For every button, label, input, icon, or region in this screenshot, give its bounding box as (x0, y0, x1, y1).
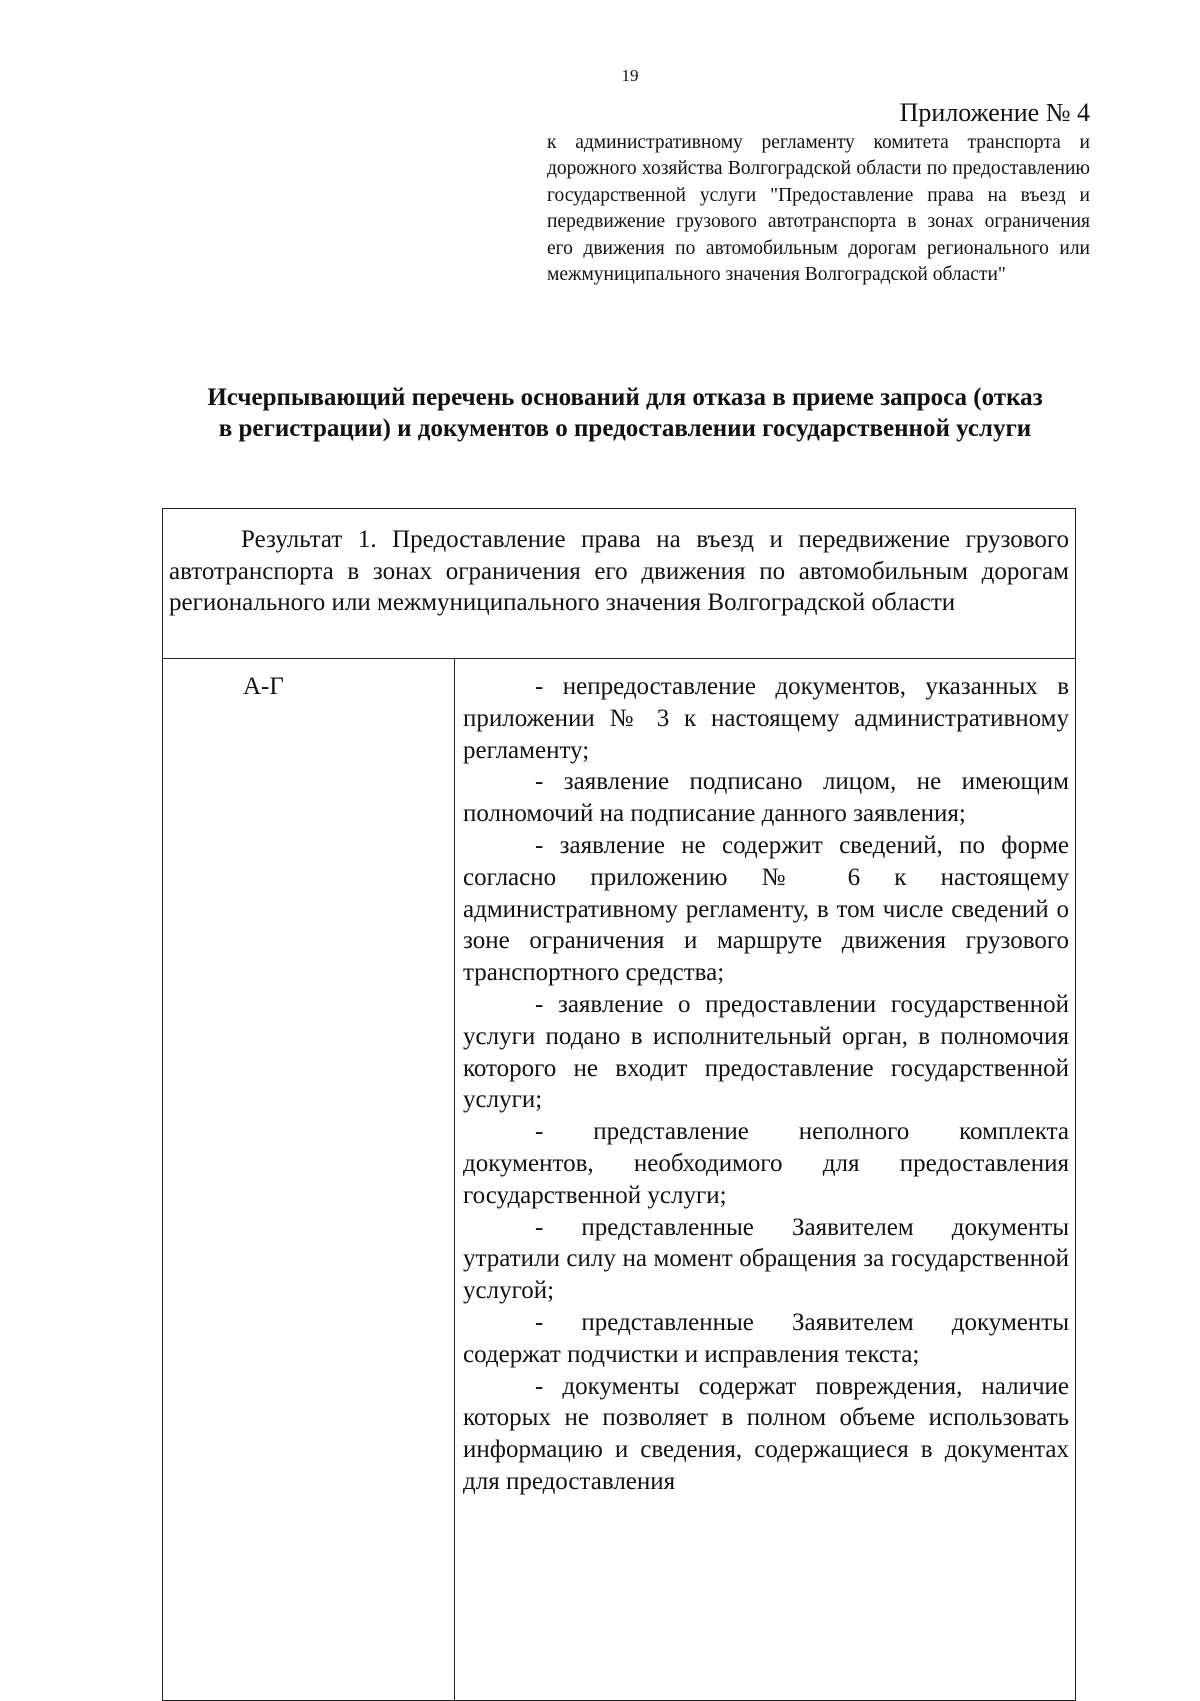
ground-item: - заявление о предоставлении государственной услуги подано в исполнительный орган, в полномочия которого не входит предоставление государственной услуги; (463, 990, 1069, 1114)
appendix-title: Приложение № 4 (899, 98, 1090, 127)
ground-item: - представленные Заявителем документы содержат подчистки и исправления текста; (463, 1308, 1069, 1368)
document-heading: Исчерпывающий перечень оснований для отказа в приеме запроса (отказ в регистрации) и документов о предоставлении государственной услуги (207, 384, 1043, 442)
ground-item: - документы содержат повреждения, наличие которых не позволяет в полном объеме использовать информацию и сведения, содержащиеся в документах для предоставления (463, 1372, 1069, 1495)
appendix-subtitle: к административному регламенту комитета транспорта и дорожного хозяйства Волгоградской области по предоставлению государственной услуги "Предоставление права на въезд и передвижение грузового автотранспорта в зонах ограничения его движения по автомобильным дорогам регионального или межмуниципального значения Волгоградской области" (547, 132, 1090, 286)
grounds-cell (455, 659, 1075, 1700)
grounds-table (162, 508, 1076, 1701)
ground-item: - заявление не содержит сведений, по форме согласно приложению № 6 к настоящему административному регламенту, в том числе сведений о зоне ограничения и маршруте движения грузового транспортного средства; (463, 831, 1069, 987)
result-row: Результат 1. Предоставление права на въезд и передвижение грузового автотранспорта в зонах ограничения его движения по автомобильным дорогам регионального или межмуниципального значения Волгоградской области (163, 509, 1075, 659)
ground-item: - непредоставление документов, указанных в приложении № 3 к настоящему административному регламенту; (463, 673, 1069, 764)
code-cell: А-Г (163, 659, 455, 1700)
ground-item: - заявление подписано лицом, не имеющим полномочий на подписание данного заявления; (463, 768, 1069, 828)
ground-item: - представление неполного комплекта документов, необходимого для предоставления государственной услуги; (463, 1118, 1069, 1209)
page-number: 19 (621, 66, 639, 85)
ground-item: - представленные Заявителем документы утратили силу на момент обращения за государственной услугой; (463, 1213, 1069, 1305)
